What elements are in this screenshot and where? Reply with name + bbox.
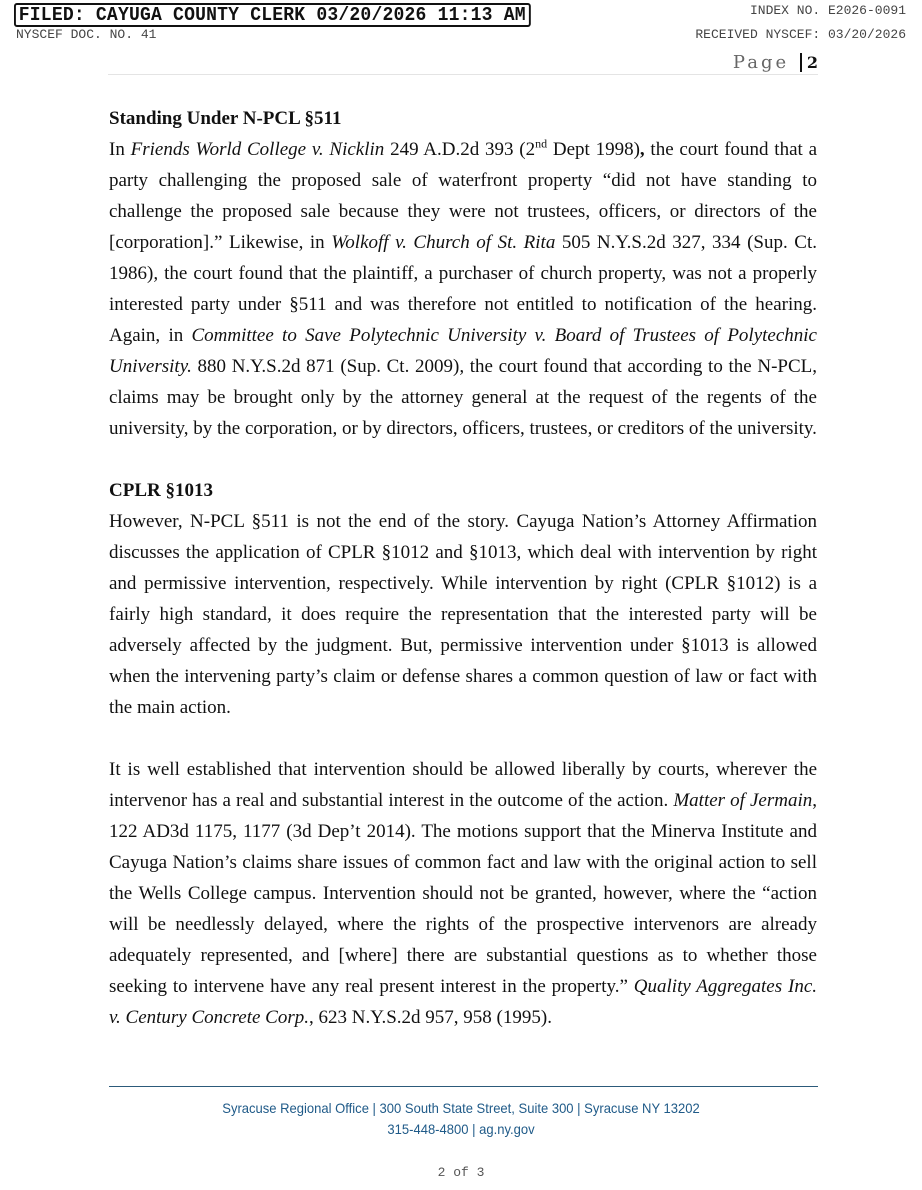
header-divider <box>108 74 818 75</box>
page-number: 2 <box>800 53 818 72</box>
page-label: Page <box>732 52 790 73</box>
doc-number: NYSCEF DOC. NO. 41 <box>16 27 157 42</box>
text-run: 880 N.Y.S.2d 871 (Sup. Ct. 2009) <box>191 356 460 377</box>
text-run: , <box>639 139 645 160</box>
text-run: nd <box>535 136 548 151</box>
case-citation: Wolkoff v. Church of St. Rita <box>331 232 556 253</box>
section-heading: Standing Under N-PCL §511 <box>109 108 342 129</box>
section-heading: CPLR §1013 <box>109 480 213 501</box>
text-run: 505 N.Y.S.2d 327, 334 (Sup. Ct. 1986) <box>109 232 817 284</box>
text-run: the court found that the plaintiff, a purchaser of church property, was not a properly interested party under §511 and was therefore not entitled to notification of the hearing. Again, in <box>109 263 817 346</box>
filed-stamp: FILED: CAYUGA COUNTY CLERK 03/20/2026 11:13 AM <box>14 3 531 27</box>
footer-contact: 315-448-4800 | ag.ny.gov <box>387 1121 535 1137</box>
index-number: INDEX NO. E2026-0091 <box>749 3 906 18</box>
text-run: 249 A.D.2d 393 (2 <box>384 139 536 160</box>
page-of-count: 2 of 3 <box>437 1165 485 1180</box>
text-run: the court found that a party challenging the proposed sale of waterfront property “did not have standing to challenge the proposed sale because they were not trustees, officers, or directors of the [corporation].” Likewise, in <box>109 139 818 253</box>
text-run: In <box>109 139 131 160</box>
case-citation: Quality Aggregates Inc. v. Century Concrete Corp. <box>109 976 818 1028</box>
case-citation: , <box>459 356 465 377</box>
text-run: , 122 AD3d 1175, 1177 (3d Dep’t 2014). The motions support that the Minerva Institute and Cayuga Nation’s claims share issues of common fact and law with the original action to sell the Wells College campus. Intervention should not be granted, however, where the “action will be needlessly delayed, where the rights of the prospective intervenors are already adequately represented, and [where] there are substantial questions as to whether those seeking to intervene have any real present interest in the property.” <box>109 790 817 997</box>
paragraph <box>109 134 817 444</box>
page-indicator <box>733 52 818 73</box>
paragraph-gap <box>109 723 817 754</box>
case-citation: Matter of Jermain <box>673 790 813 811</box>
text-run: Dept 1998) <box>547 139 640 160</box>
document-body <box>109 103 817 1033</box>
footer <box>32 1098 889 1140</box>
case-citation: Friends World College v. Nicklin <box>130 139 385 160</box>
text-run: the court found that according to the N-PCL, claims may be brought only by the attorney general at the request of the regents of the university, by the corporation, or by directors, officers, trustees, or creditors of the university. <box>109 356 817 439</box>
paragraph <box>109 506 817 723</box>
received-date: RECEIVED NYSCEF: 03/20/2026 <box>695 27 906 42</box>
footer-address: Syracuse Regional Office | 300 South State Street, Suite 300 | Syracuse NY 13202 <box>222 1100 700 1116</box>
paragraph <box>109 754 817 1033</box>
text-run: , 623 N.Y.S.2d 957, 958 (1995). <box>309 1007 552 1028</box>
footer-divider <box>109 1086 818 1087</box>
text-run: It is well established that intervention should be allowed liberally by courts, wherever the intervenor has a real and substantial interest in the outcome of the action. <box>109 759 817 811</box>
case-citation: , <box>153 263 159 284</box>
section-gap <box>109 444 817 475</box>
case-citation: Committee to Save Polytechnic University v. Board of Trustees of Polytechnic University. <box>109 325 817 377</box>
text-run: However, N-PCL §511 is not the end of the story. Cayuga Nation’s Attorney Affirmation discusses the application of CPLR §1012 and §1013, which deal with intervention by right and permissive intervention, respectively. While intervention by right (CPLR §1012) is a fairly high standard, it does require the representation that the interested party will be adversely affected by the judgment. But, permissive intervention under §1013 is allowed when the intervening party’s claim or defense shares a common question of law or fact with the main action. <box>109 511 817 718</box>
